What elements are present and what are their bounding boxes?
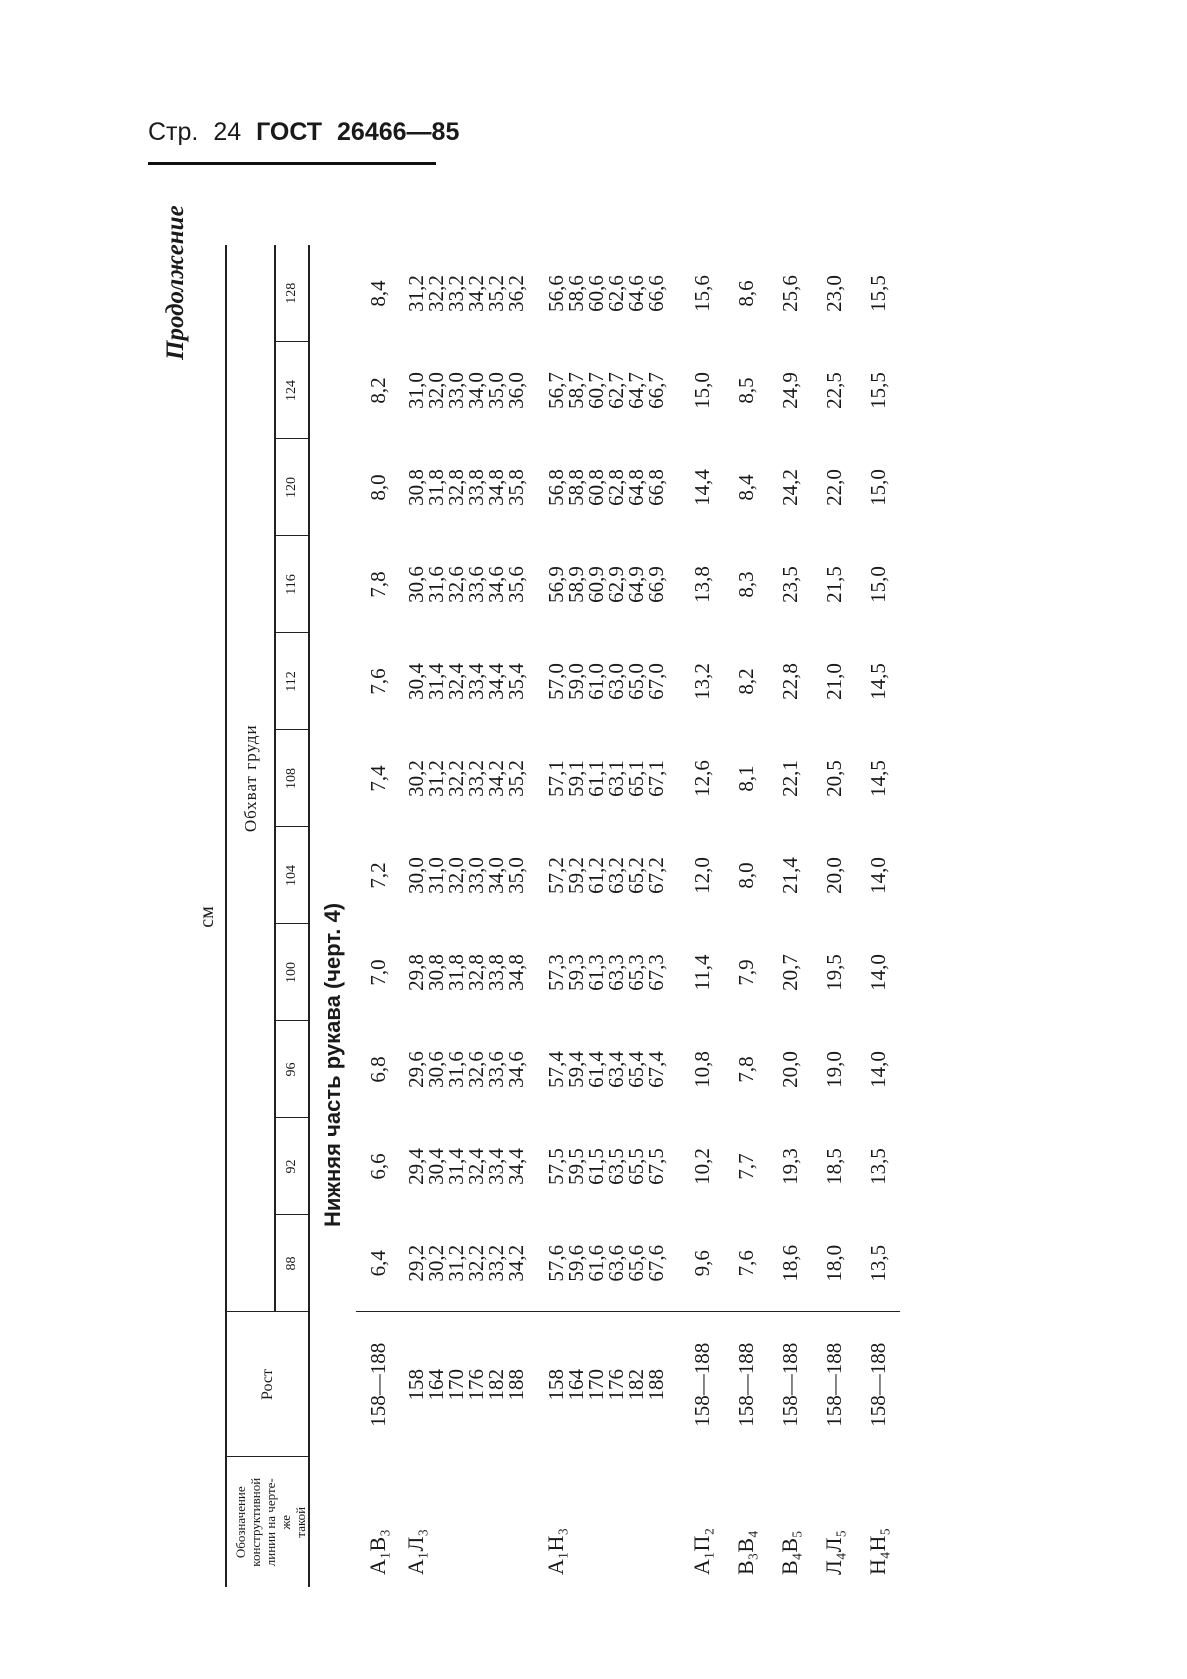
chest-size-header: 112 bbox=[275, 633, 309, 730]
table-cell: 25,6 bbox=[778, 275, 802, 312]
table-cell: 29,6 30,6 31,6 32,6 33,6 34,6 bbox=[404, 1051, 528, 1088]
table-cell: 14,0 bbox=[866, 1051, 890, 1088]
table-cell: 14,5 bbox=[866, 663, 890, 700]
table-cell: 8,4 bbox=[734, 474, 758, 501]
table-cell: 20,0 bbox=[778, 1051, 802, 1088]
table-cell: 23,0 bbox=[822, 275, 846, 312]
table-cell: 15,0 bbox=[866, 566, 890, 603]
chest-size-header: 100 bbox=[275, 924, 309, 1021]
table-cell: 57,4 59,4 61,4 63,4 65,4 67,4 bbox=[544, 1051, 668, 1088]
table-cell: 14,5 bbox=[866, 760, 890, 797]
table-cell: 14,0 bbox=[866, 954, 890, 991]
table-cell: 30,6 31,6 32,6 33,6 34,6 35,6 bbox=[404, 566, 528, 603]
table-cell: 7,7 bbox=[734, 1153, 758, 1180]
row-designation: А₁В₃ bbox=[365, 1529, 390, 1575]
chest-size-header: 96 bbox=[275, 1021, 309, 1118]
table-cell: 6,8 bbox=[366, 1056, 390, 1083]
table-cell: 21,4 bbox=[778, 857, 802, 894]
row-height: 158—188 bbox=[812, 1312, 856, 1457]
rotated-table-container bbox=[189, 247, 1019, 1587]
table-cell: 7,6 bbox=[366, 668, 390, 695]
row-height: 158—188 bbox=[680, 1312, 724, 1457]
table-cell: 14,0 bbox=[866, 857, 890, 894]
chest-size-header: 104 bbox=[275, 827, 309, 924]
table-row bbox=[768, 245, 812, 1587]
table-cell: 15,5 bbox=[866, 372, 890, 409]
table-cell: 56,6 58,6 60,6 62,6 64,6 66,6 bbox=[544, 275, 668, 312]
table-cell: 15,0 bbox=[690, 372, 714, 409]
row-height: 158—188 bbox=[768, 1312, 812, 1457]
chest-size-header: 120 bbox=[275, 439, 309, 536]
row-height: 158—188 bbox=[356, 1312, 400, 1457]
table-cell: 18,0 bbox=[822, 1244, 846, 1282]
table-cell: 20,0 bbox=[822, 857, 846, 894]
table-cell: 31,2 32,2 33,2 34,2 35,2 36,2 bbox=[404, 275, 528, 312]
row-height: 158—188 bbox=[856, 1312, 900, 1457]
table-cell: 6,6 bbox=[366, 1153, 390, 1180]
table-cell: 8,1 bbox=[734, 765, 758, 792]
chest-size-header: 108 bbox=[275, 730, 309, 827]
row-designation: В₃В₄ bbox=[733, 1530, 758, 1575]
page-label: Стр. bbox=[148, 118, 199, 146]
table-cell: 56,7 58,7 60,7 62,7 64,7 66,7 bbox=[544, 372, 668, 409]
table-cell: 8,5 bbox=[734, 377, 758, 404]
table-cell: 15,0 bbox=[866, 469, 890, 506]
table-cell: 57,0 59,0 61,0 63,0 65,0 67,0 bbox=[544, 663, 668, 700]
table-cell: 18,5 bbox=[822, 1148, 846, 1185]
table-cell: 8,2 bbox=[734, 668, 758, 695]
table-body bbox=[309, 245, 900, 1587]
table-row bbox=[400, 245, 540, 1587]
measurement-table bbox=[225, 245, 900, 1587]
table-cell: 9,6 bbox=[690, 1250, 714, 1277]
table-cell: 13,5 bbox=[866, 1148, 890, 1185]
table-cell: 30,0 31,0 32,0 33,0 34,0 35,0 bbox=[404, 857, 528, 894]
table-cell: 8,0 bbox=[734, 862, 758, 889]
page-number: 24 bbox=[213, 118, 242, 146]
row-designation: Л₄Л₅ bbox=[821, 1529, 846, 1575]
table-cell: 31,0 32,0 33,0 34,0 35,0 36,0 bbox=[404, 372, 528, 409]
table-cell: 56,8 58,8 60,8 62,8 64,8 66,8 bbox=[544, 469, 668, 506]
table-row bbox=[812, 245, 856, 1587]
table-cell: 22,1 bbox=[778, 760, 802, 797]
table-cell: 20,7 bbox=[778, 954, 802, 991]
table-cell: 19,5 bbox=[822, 954, 846, 991]
designation-header-line: линии на черте- bbox=[263, 1478, 278, 1567]
row-height: 158—188 bbox=[724, 1312, 768, 1457]
table-cell: 24,9 bbox=[778, 372, 802, 409]
row-designation: А₁Н₃ bbox=[543, 1527, 568, 1575]
designation-header-line: конструктивной bbox=[248, 1477, 263, 1567]
table-cell: 12,6 bbox=[690, 760, 714, 797]
table-row bbox=[356, 245, 400, 1587]
row-designation: А₁П₂ bbox=[689, 1527, 714, 1575]
table-cell: 10,8 bbox=[690, 1051, 714, 1088]
continuation-label: Продолжение bbox=[162, 205, 189, 360]
table-cell: 57,3 59,3 61,3 63,3 65,3 67,3 bbox=[544, 954, 668, 991]
chest-group-header: Обхват груди bbox=[226, 245, 275, 1312]
table-cell: 20,5 bbox=[822, 760, 846, 797]
section-title: Нижняя часть рукава (черт. 4) bbox=[320, 902, 345, 1227]
table-cell: 19,3 bbox=[778, 1148, 802, 1185]
row-designation: В₄В₅ bbox=[777, 1530, 802, 1575]
table-cell: 14,4 bbox=[690, 469, 714, 506]
table-cell: 57,2 59,2 61,2 63,2 65,2 67,2 bbox=[544, 857, 668, 894]
chest-size-header: 124 bbox=[275, 342, 309, 439]
table-row bbox=[724, 245, 768, 1587]
table-cell: 7,6 bbox=[734, 1250, 758, 1277]
table-row bbox=[856, 245, 900, 1587]
table-cell: 23,5 bbox=[778, 566, 802, 603]
table-cell: 57,1 59,1 61,1 63,1 65,1 67,1 bbox=[544, 760, 668, 797]
designation-header-line: такой bbox=[293, 1506, 308, 1538]
table-cell: 30,8 31,8 32,8 33,8 34,8 35,8 bbox=[404, 469, 528, 506]
table-cell: 10,2 bbox=[690, 1148, 714, 1185]
table-cell: 21,5 bbox=[822, 566, 846, 603]
table-cell: 29,4 30,4 31,4 32,4 33,4 34,4 bbox=[404, 1148, 528, 1185]
height-header: Рост bbox=[226, 1312, 309, 1457]
table-cell: 7,8 bbox=[366, 571, 390, 598]
standard-name: ГОСТ bbox=[256, 118, 323, 146]
chest-size-header: 128 bbox=[275, 245, 309, 342]
table-cell: 12,0 bbox=[690, 857, 714, 894]
table-cell: 22,8 bbox=[778, 663, 802, 700]
units-label: см bbox=[196, 906, 218, 928]
page-header bbox=[148, 118, 460, 165]
table-cell: 8,2 bbox=[366, 377, 390, 404]
chest-size-header: 116 bbox=[275, 536, 309, 633]
table-cell: 8,0 bbox=[366, 474, 390, 501]
table-cell: 57,5 59,5 61,5 63,5 65,5 67,5 bbox=[544, 1148, 668, 1185]
designation-header-line: же bbox=[278, 1514, 293, 1530]
table-cell: 13,8 bbox=[690, 566, 714, 603]
row-height: 158 164 170 176 182 188 bbox=[540, 1312, 680, 1457]
table-cell: 8,4 bbox=[366, 280, 390, 307]
table-cell: 19,0 bbox=[822, 1051, 846, 1088]
chest-size-header: 92 bbox=[275, 1118, 309, 1215]
row-designation: Н₄Н₅ bbox=[865, 1527, 890, 1575]
table-cell: 29,8 30,8 31,8 32,8 33,8 34,8 bbox=[404, 954, 528, 991]
row-designation: А₁Л₃ bbox=[403, 1528, 428, 1575]
table-cell: 15,5 bbox=[866, 275, 890, 312]
row-height: 158 164 170 176 182 188 bbox=[400, 1312, 540, 1457]
table-cell: 22,0 bbox=[822, 469, 846, 506]
designation-header-line: Обозначение bbox=[233, 1486, 248, 1559]
table-cell: 56,9 58,9 60,9 62,9 64,9 66,9 bbox=[544, 566, 668, 603]
table-cell: 57,6 59,6 61,6 63,6 65,6 67,6 bbox=[544, 1244, 668, 1282]
table-cell: 8,3 bbox=[734, 571, 758, 598]
table-cell: 7,2 bbox=[366, 862, 390, 889]
table-cell: 7,9 bbox=[734, 959, 758, 986]
standard-number: 26466—85 bbox=[337, 118, 460, 146]
table-row bbox=[680, 245, 724, 1587]
table-cell: 13,2 bbox=[690, 663, 714, 700]
table-cell: 7,0 bbox=[366, 959, 390, 986]
chest-size-header: 88 bbox=[275, 1215, 309, 1312]
table-cell: 22,5 bbox=[822, 372, 846, 409]
table-cell: 18,6 bbox=[778, 1244, 802, 1282]
table-cell: 7,8 bbox=[734, 1056, 758, 1083]
table-cell: 13,5 bbox=[866, 1244, 890, 1282]
table-cell: 7,4 bbox=[366, 765, 390, 792]
table-cell: 11,4 bbox=[690, 954, 714, 991]
table-cell: 6,4 bbox=[366, 1250, 390, 1277]
designation-header bbox=[226, 1457, 309, 1587]
table-cell: 8,6 bbox=[734, 280, 758, 307]
table-cell: 29,2 30,2 31,2 32,2 33,2 34,2 bbox=[404, 1244, 528, 1282]
table-cell: 15,6 bbox=[690, 275, 714, 312]
table-cell: 24,2 bbox=[778, 469, 802, 506]
table-cell: 30,4 31,4 32,4 33,4 34,4 35,4 bbox=[404, 663, 528, 700]
table-cell: 30,2 31,2 32,2 33,2 34,2 35,2 bbox=[404, 760, 528, 797]
table-cell: 21,0 bbox=[822, 663, 846, 700]
table-row bbox=[540, 245, 680, 1587]
